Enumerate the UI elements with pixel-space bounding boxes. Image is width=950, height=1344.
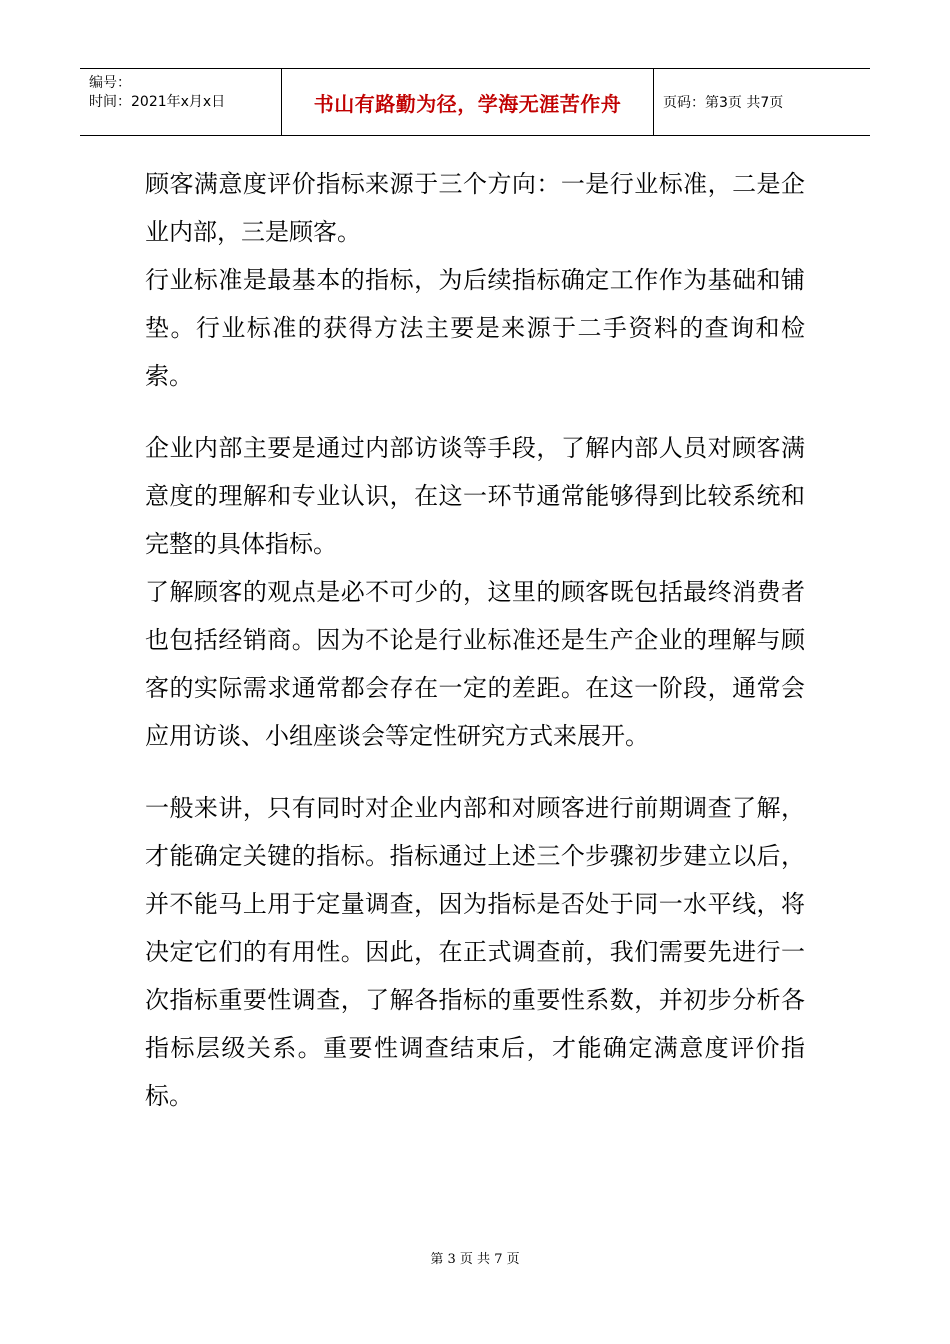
document-code-label: 编号： (89, 75, 131, 91)
paragraph-5: 一般来讲，只有同时对企业内部和对顾客进行前期调查了解，才能确定关键的指标。指标通过上述三个步骤初步建立以后，并不能马上用于定量调查，因为指标是否处于同一水平线，将决定它们的有用性。因此，在正式调查前，我们需要先进行一次指标重要性调查，了解各指标的重要性系数，并初步分析各指标层级关系。重要性调查结束后，才能确定满意度评价指标。 (145, 794, 805, 1110)
paragraph-gap (145, 760, 805, 784)
paragraph-3: 企业内部主要是通过内部访谈等手段，了解内部人员对顾客满意度的理解和专业认识，在这一环节通常能够得到比较系统和完整的具体指标。 (145, 434, 805, 558)
page-footer: 第 3 页 共 7 页 (430, 1252, 520, 1267)
header-motto: 书山有路勤为径，学海无涯苦作舟 (313, 91, 622, 116)
header-meta-cell (80, 69, 282, 135)
paragraph-1: 顾客满意度评价指标来源于三个方向：一是行业标准，二是企业内部，三是顾客。 (145, 170, 805, 246)
paragraph-2: 行业标准是最基本的指标，为后续指标确定工作作为基础和铺垫。行业标准的获得方法主要是来源于二手资料的查询和检索。 (145, 266, 805, 390)
document-time-label: 时间：2021年x月x日 (89, 94, 226, 110)
header-page-cell (654, 69, 870, 135)
paragraph-gap (145, 400, 805, 424)
header-page-info: 页码：第3页 共7页 (663, 95, 784, 111)
document-body (145, 160, 805, 1120)
paragraph-4: 了解顾客的观点是必不可少的，这里的顾客既包括最终消费者也包括经销商。因为不论是行业标准还是生产企业的理解与顾客的实际需求通常都会存在一定的差距。在这一阶段，通常会应用访谈、小组座谈会等定性研究方式来展开。 (145, 578, 805, 750)
page-header (80, 68, 870, 136)
header-motto-cell (282, 69, 654, 135)
